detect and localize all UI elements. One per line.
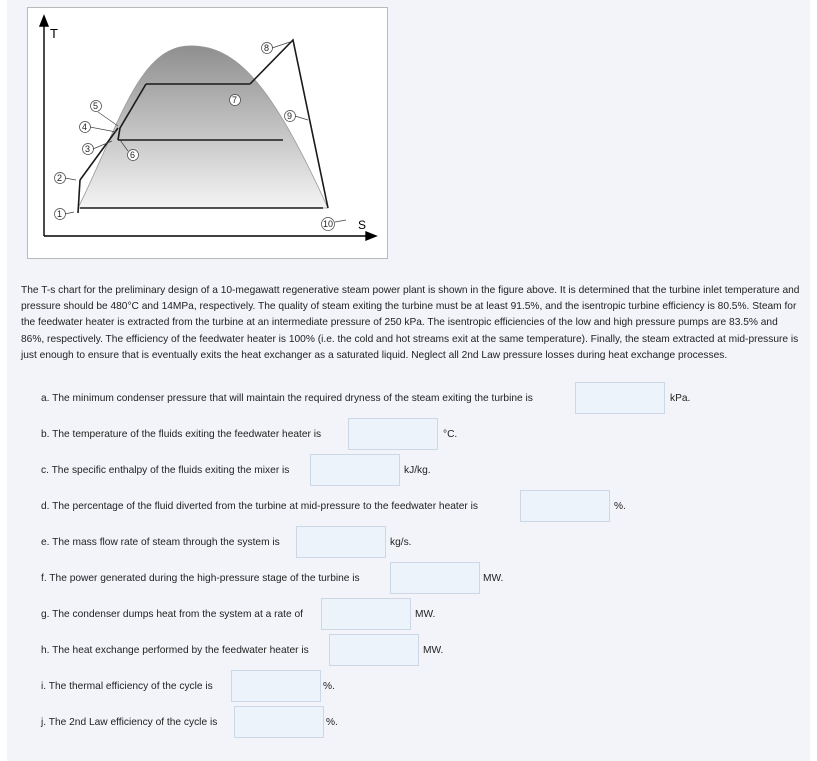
saturation-dome (78, 46, 328, 208)
answer-f-input[interactable] (390, 562, 480, 594)
unit-b: °C. (443, 429, 458, 440)
answer-e-input[interactable] (296, 526, 386, 558)
unit-d: %. (614, 501, 626, 512)
problem-statement: The T-s chart for the preliminary design of a 10-megawatt regenerative steam power plant is shown in the figure above. It is determined that the turbine inlet temperature and pressure should be 480°C and 14MPa, respectively. The quality of steam exiting the turbine must be at least 91.5%, and the isentropic turbine efficiency is 80.5%. Steam for the feedwater heater is extracted from the turbine at an intermediate pressure of 250 kPa. The isentropic efficiencies of the low and high pressure pumps are 83.5% and 86%, respectively. The efficiency of the feedwater heater is 100% (i.e. the cold and hot streams exit at the same temperature). Finally, the steam extracted at mid-pressure is just enough to ensure that is eventually exits the heat exchanger as a saturated liquid. Neglect all 2nd Law pressure losses during heat exchange processes. (21, 285, 800, 361)
unit-j: %. (326, 717, 338, 728)
question-a-text: a. The minimum condenser pressure that will maintain the required dryness of the steam exiting the turbine is (41, 393, 533, 404)
svg-text:9: 9 (287, 111, 293, 121)
answer-j-input[interactable] (234, 706, 324, 738)
point-1-marker (55, 209, 75, 220)
point-5-marker (91, 101, 119, 127)
point-9-marker (285, 111, 309, 122)
answer-c-input[interactable] (310, 454, 400, 486)
axis-label-s: S (358, 218, 367, 232)
answer-a-input[interactable] (575, 382, 665, 414)
svg-text:10: 10 (323, 219, 334, 229)
s-axis-arrow (366, 232, 376, 240)
answer-i-input[interactable] (231, 670, 321, 702)
answer-h-input[interactable] (329, 634, 419, 666)
svg-text:4: 4 (82, 122, 88, 132)
svg-text:2: 2 (57, 173, 63, 183)
point-4-marker (80, 122, 117, 133)
svg-text:1: 1 (57, 209, 63, 219)
svg-text:5: 5 (93, 101, 99, 111)
unit-h: MW. (423, 645, 444, 656)
t-axis-arrow (40, 16, 48, 26)
question-h-text: h. The heat exchange performed by the feedwater heater is (41, 645, 309, 656)
svg-text:3: 3 (85, 144, 91, 154)
unit-i: %. (323, 681, 335, 692)
point-10-marker (322, 218, 347, 231)
unit-a: kPa. (670, 393, 691, 404)
question-i-text: i. The thermal efficiency of the cycle is (41, 681, 213, 692)
ts-diagram (27, 7, 388, 259)
question-e-text: e. The mass flow rate of steam through the system is (41, 537, 280, 548)
ts-diagram-svg (28, 8, 387, 258)
question-j-text: j. The 2nd Law efficiency of the cycle is (41, 717, 218, 728)
question-g-text: g. The condenser dumps heat from the system at a rate of (41, 609, 303, 620)
question-f-text: f. The power generated during the high-pressure stage of the turbine is (41, 573, 360, 584)
point-7-marker (230, 95, 241, 106)
unit-e: kg/s. (390, 537, 412, 548)
answer-d-input[interactable] (520, 490, 610, 522)
unit-c: kJ/kg. (404, 465, 431, 476)
svg-text:7: 7 (232, 95, 238, 105)
answer-b-input[interactable] (348, 418, 438, 450)
unit-g: MW. (415, 609, 436, 620)
svg-text:8: 8 (264, 43, 270, 53)
point-2-marker (55, 173, 77, 184)
svg-text:6: 6 (130, 150, 136, 160)
axis-label-t: T (50, 26, 58, 41)
answer-g-input[interactable] (321, 598, 411, 630)
question-b-text: b. The temperature of the fluids exiting the feedwater heater is (41, 429, 322, 440)
unit-f: MW. (483, 573, 504, 584)
question-d-text: d. The percentage of the fluid diverted from the turbine at mid-pressure to the feedwater heater is (41, 501, 478, 512)
question-c-text: c. The specific enthalpy of the fluids exiting the mixer is (41, 465, 290, 476)
